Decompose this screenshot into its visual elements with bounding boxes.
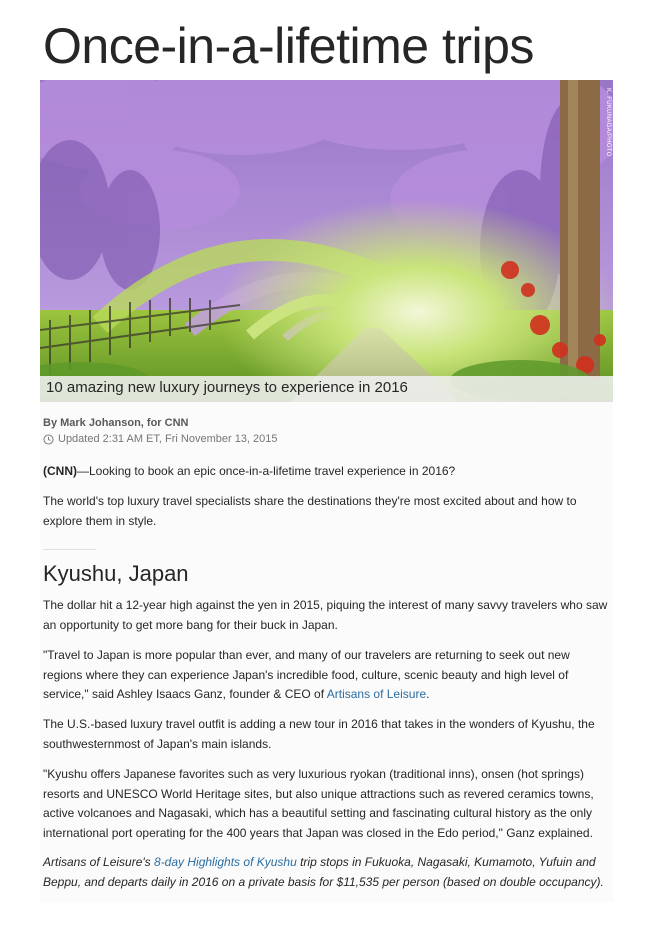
- paragraph-7: [43, 853, 608, 892]
- timestamp: [43, 433, 278, 445]
- highlights-of-kyushu-link[interactable]: 8-day Highlights of Kyushu: [154, 855, 297, 869]
- caption-bar: [40, 376, 613, 402]
- paragraph-3: The dollar hit a 12-year high against the yen in 2015, piquing the interest of many savvy travelers who saw an opportunity to get more bang for their buck in Japan.: [43, 598, 608, 632]
- source-label: (CNN): [43, 464, 77, 478]
- byline: By Mark Johanson, for CNN: [43, 417, 189, 429]
- artisans-of-leisure-link[interactable]: Artisans of Leisure: [326, 687, 427, 701]
- headline: Once-in-a-lifetime trips: [43, 18, 534, 74]
- article-body: [40, 402, 613, 902]
- photo-credit: K. FUKUNAGA/PHOTO: [605, 88, 611, 157]
- intro-text: Looking to book an epic once-in-a-lifetime travel experience in 2016?: [89, 464, 456, 478]
- wisteria-tunnel-photo: [40, 80, 613, 402]
- timestamp-text: Updated 2:31 AM ET, Fri November 13, 2015: [58, 433, 278, 445]
- source-dash: —: [77, 464, 89, 478]
- itinerary-intro: Artisans of Leisure's: [43, 855, 155, 869]
- quote-text: "Travel to Japan is more popular than ever, and many of our travelers are returning to seek out new regions where they can experience Japan's incredible food, culture, scenic beauty and high level of service," said Ashley Isaacs Ganz, founder & CEO of: [43, 648, 570, 701]
- section-divider: [43, 549, 96, 550]
- hero-image[interactable]: [40, 80, 613, 402]
- intro-paragraph: [43, 462, 608, 482]
- section-heading: Kyushu, Japan: [43, 561, 189, 586]
- paragraph-4: [43, 646, 608, 705]
- paragraph-2: The world's top luxury travel specialists share the destinations they're most excited about and how to explore them in style.: [43, 494, 577, 528]
- clock-icon: [43, 434, 54, 445]
- quote-end: .: [426, 687, 430, 701]
- itinerary-details: trip stops in Fukuoka, Nagasaki, Kumamoto, Yufuin and Beppu, and departs daily in 2016 on a private basis for $11,535 per person (based on double occupancy).: [43, 855, 604, 889]
- paragraph-5: The U.S.-based luxury travel outfit is adding a new tour in 2016 that takes in the wonders of Kyushu, the southwesternmost of Japan's main islands.: [43, 717, 595, 751]
- paragraph-6: "Kyushu offers Japanese favorites such as very luxurious ryokan (traditional inns), onsen (hot springs) resorts and UNESCO World Heritage sites, but also unique attractions such as revered ceramics towns, active volcanoes and Nagasaki, which has a beautiful setting and fascinating cultural history as the only international port operating for the 400 years that Japan was closed in the Edo period," Ganz explained.: [43, 767, 594, 840]
- hero-caption: 10 amazing new luxury journeys to experience in 2016: [46, 379, 408, 396]
